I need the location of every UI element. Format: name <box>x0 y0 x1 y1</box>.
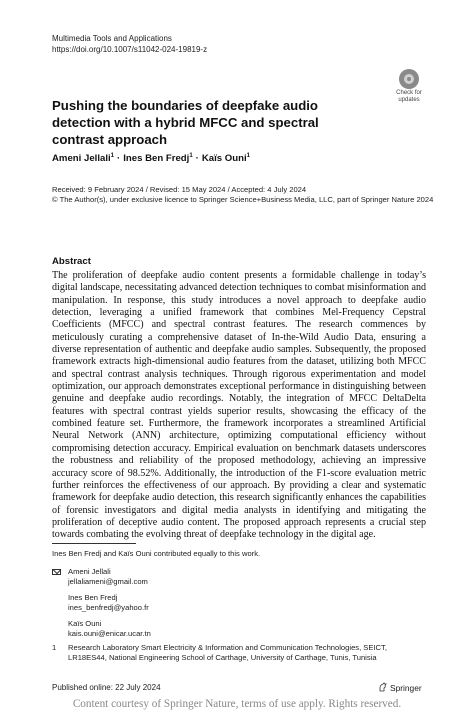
corresponding-author-email[interactable]: jellaliameni@gmail.com <box>68 577 148 586</box>
affiliation-number: 1 <box>52 643 57 652</box>
check-for-updates-badge[interactable] <box>391 69 427 103</box>
contribution-note: Ines Ben Fredj and Kaïs Ouni contributed equally to this work. <box>52 549 261 558</box>
footnote-divider <box>52 543 136 544</box>
author-affiliation-ref: 1 <box>110 153 114 159</box>
journal-header <box>52 33 207 55</box>
corresponding-author-name: Ines Ben Fredj <box>68 593 118 602</box>
affiliation-text: Research Laboratory Smart Electricity & Information and Communication Technologies, SEICT, LR18ES44, National Engineering School of Carthage, University of Carthage, Tunis, Tunisia <box>68 643 387 662</box>
author-name[interactable]: Ameni Jellali <box>52 153 111 165</box>
author-affiliation-ref: 1 <box>246 153 250 159</box>
copyright-line: © The Author(s), under exclusive licence to Springer Science+Business Media, LLC, part of Springer Nature 2024 <box>52 195 434 204</box>
corresponding-author-name: Kaïs Ouni <box>68 619 102 628</box>
author-affiliation-ref: 1 <box>189 153 193 159</box>
corresponding-author-email[interactable]: ines_benfredj@yahoo.fr <box>68 603 149 612</box>
article-history <box>52 185 433 205</box>
courtesy-watermark: Content courtesy of Springer Nature, terms of use apply. Rights reserved. <box>72 698 402 710</box>
published-online-date: Published online: 22 July 2024 <box>52 683 161 692</box>
affiliation <box>52 643 426 663</box>
check-for-updates-line2: updates <box>398 97 420 103</box>
author-separator: · <box>195 153 199 165</box>
corresponding-author <box>68 593 412 613</box>
publisher-logo[interactable] <box>378 682 422 694</box>
journal-name: Multimedia Tools and Applications <box>52 34 172 43</box>
corresponding-author <box>68 567 412 587</box>
abstract-heading: Abstract <box>52 256 91 267</box>
abstract-text: The proliferation of deepfake audio content presents a formidable challenge in today’s digital landscape, necessitating advanced detection techniques to combat misinformation and manipulation. In response, this study introduces a novel approach to deepfake audio detection, leveraging a unified framework that combines Mel-Frequency Cepstral Coefficients (MFCC) and spectral contrast features. The research commences by meticulously curating a comprehensive dataset of In-the-Wild Audio Data, ensuring a diverse representation of authentic and deepfake audio samples. Subsequently, the proposed framework extracts high-dimensional audio features from the dataset, utilizing both MFCC and spectral contrast analysis techniques. Through rigorous experimentation and model optimization, our approach demonstrates exceptional performance in distinguishing between genuine and deepfake audio recordings. Notably, the integration of MFCC DeltaDelta features with spectral contrast yields superior results, showcasing the efficacy of the combined feature set. Furthermore, the framework incorporates a streamlined Artificial Neural Network (ANN) architecture, optimizing computational efficiency without compromising detection accuracy. Empirical evaluation on benchmark datasets underscores the robustness and reliability of the proposed methodology, achieving an impressive accuracy score of 98.52%. Additionally, the introduction of the F1-score evaluation metric further reinforces the effectiveness of our approach. By providing a clear and systematic framework for deepfake audio detection, this research significantly enhances the capabilities of forensic investigators and digital media analysts in identifying and mitigating the proliferation of deceptive audio content. The proposed approach represents a crucial step towards combating the evolving threat of deepfake technology in the digital age. <box>52 270 426 541</box>
author-name[interactable]: Ines Ben Fredj <box>123 153 190 165</box>
article-title: Pushing the boundaries of deepfake audio detection with a hybrid MFCC and spectral contrast approach <box>52 98 319 147</box>
springer-horse-icon <box>378 682 388 692</box>
corresponding-author <box>68 619 412 639</box>
corresponding-author-name: Ameni Jellali <box>68 567 111 576</box>
author-list <box>52 150 250 165</box>
check-for-updates-icon <box>399 69 419 89</box>
publisher-name: Springer <box>390 683 422 693</box>
received-revised-accepted: Received: 9 February 2024 / Revised: 15 May 2024 / Accepted: 4 July 2024 <box>52 185 307 194</box>
correspondence-block <box>52 567 412 639</box>
author-name[interactable]: Kaïs Ouni <box>201 153 247 165</box>
author-separator: · <box>117 153 121 165</box>
corresponding-author-email[interactable]: kais.ouni@enicar.ucar.tn <box>68 629 151 638</box>
envelope-icon <box>52 569 61 575</box>
check-for-updates-line1: Check for <box>396 90 422 96</box>
journal-doi[interactable]: https://doi.org/10.1007/s11042-024-19819-z <box>52 45 208 54</box>
